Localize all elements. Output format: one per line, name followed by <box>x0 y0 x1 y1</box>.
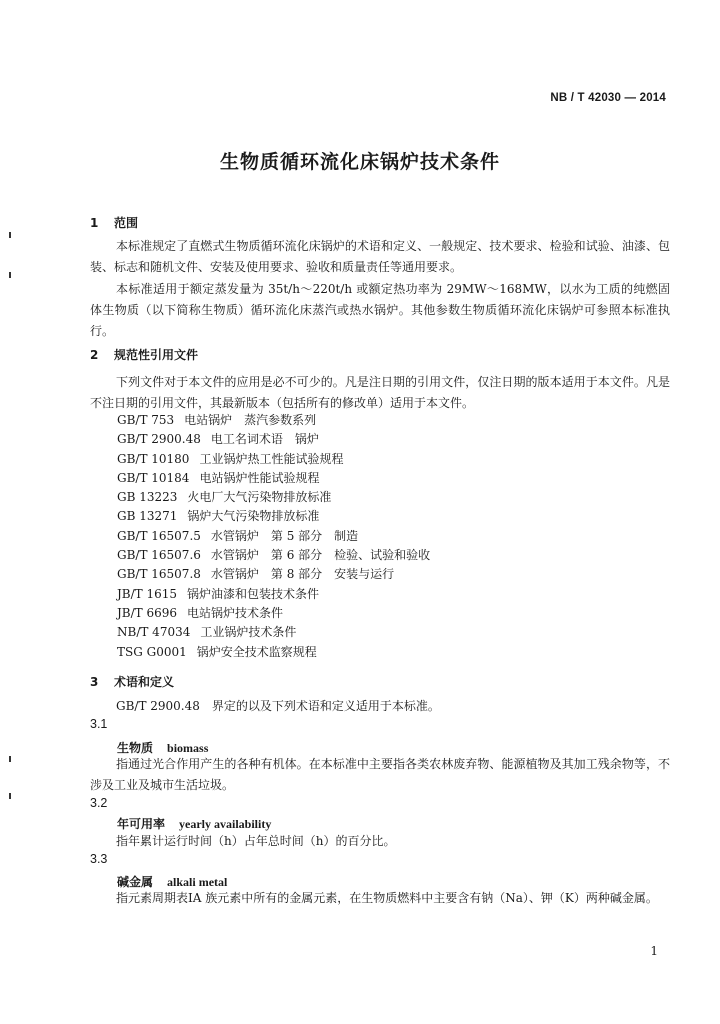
term-zh: 生物质 <box>117 741 154 755</box>
reference-code: JB/T 6696 <box>117 605 178 620</box>
reference-code: GB/T 16507.5 <box>117 528 201 543</box>
reference-item <box>117 643 430 662</box>
reference-item <box>117 450 430 469</box>
clause-number: 3.2 <box>90 796 108 810</box>
reference-list <box>117 411 430 662</box>
reference-code: GB/T 753 <box>117 413 175 427</box>
reference-code: NB/T 47034 <box>117 625 191 640</box>
term-definition: 指通过光合作用产生的各种有机体。在本标准中主要指各类农林废弃物、能源植物及其加工残余物等，不涉及工业及城市生活垃圾。 <box>90 757 670 792</box>
scope-paragraph-2: 本标准适用于额定蒸发量为 35t/h～220t/h 或额定热功率为 29MW～168MW，以水为工质的纯燃固体生物质（以下简称生物质）循环流化床蒸汽或热水锅炉。其他参数生物质循环流化床锅炉可参照本标准执行。 <box>90 282 670 338</box>
term-en: alkali metal <box>167 875 228 889</box>
reference-name: 水管锅炉 第 5 部分 制造 <box>210 528 359 543</box>
reference-item <box>117 546 430 565</box>
term-heading <box>117 815 271 832</box>
term-zh: 碱金属 <box>117 875 154 889</box>
section-title: 范围 <box>114 216 139 230</box>
section-number: 1 <box>90 216 99 230</box>
clause-number: 3.3 <box>90 852 108 866</box>
reference-code: TSG G0001 <box>117 644 187 659</box>
reference-name: 工业锅炉技术条件 <box>200 625 297 640</box>
reference-name: 电站锅炉性能试验规程 <box>199 470 320 485</box>
page-number: 1 <box>650 944 658 958</box>
standard-code: NB / T 42030 — 2014 <box>550 92 666 104</box>
section-number: 3 <box>90 675 99 689</box>
reference-code: GB/T 10180 <box>117 451 190 466</box>
reference-item <box>117 604 430 623</box>
reference-name: 电站锅炉 蒸汽参数系列 <box>184 413 317 427</box>
reference-name: 电工名词术语 锅炉 <box>210 432 319 447</box>
reference-code: GB/T 2900.48 <box>117 432 201 447</box>
reference-item <box>117 527 430 546</box>
section-3-heading <box>90 673 174 690</box>
reference-code: GB/T 16507.8 <box>117 567 201 582</box>
clause-number: 3.1 <box>90 717 108 731</box>
reference-item <box>117 411 430 430</box>
reference-item <box>117 469 430 488</box>
terms-intro: GB/T 2900.48 界定的以及下列术语和定义适用于本标准。 <box>116 699 440 713</box>
scan-mark <box>9 272 11 278</box>
term-en: yearly availability <box>179 817 272 831</box>
reference-name: 锅炉油漆和包装技术条件 <box>187 586 320 601</box>
reference-name: 火电厂大气污染物排放标准 <box>187 490 332 505</box>
reference-item <box>117 488 430 507</box>
section-1-heading <box>90 214 138 231</box>
reference-name: 工业锅炉热工性能试验规程 <box>199 451 344 466</box>
term-definition: 指元素周期表ⅠA 族元素中所有的金属元素，在生物质燃料中主要含有钠（Na）、钾（K）两种碱金属。 <box>116 891 658 905</box>
scan-mark <box>9 232 11 238</box>
reference-item <box>117 430 430 449</box>
reference-code: GB/T 10184 <box>117 470 190 485</box>
reference-name: 锅炉安全技术监察规程 <box>196 644 317 659</box>
reference-name: 锅炉大气污染物排放标准 <box>187 509 320 524</box>
reference-item <box>117 565 430 584</box>
references-intro: 下列文件对于本文件的应用是必不可少的。凡是注日期的引用文件，仅注日期的版本适用于本文件。凡是不注日期的引用文件，其最新版本（包括所有的修改单）适用于本文件。 <box>90 375 670 410</box>
reference-code: GB 13223 <box>117 490 178 505</box>
reference-item <box>117 623 430 642</box>
section-number: 2 <box>90 348 99 362</box>
reference-item <box>117 585 430 604</box>
reference-code: GB/T 16507.6 <box>117 548 201 563</box>
term-definition: 指年累计运行时间（h）占年总时间（h）的百分比。 <box>116 834 396 848</box>
section-title: 术语和定义 <box>114 675 175 689</box>
term-zh: 年可用率 <box>117 817 166 831</box>
reference-item <box>117 507 430 526</box>
reference-name: 电站锅炉技术条件 <box>187 605 284 620</box>
document-title: 生物质循环流化床锅炉技术条件 <box>219 151 500 173</box>
section-title: 规范性引用文件 <box>114 348 199 362</box>
reference-name: 水管锅炉 第 6 部分 检验、试验和验收 <box>210 548 431 563</box>
reference-code: JB/T 1615 <box>117 586 178 601</box>
term-en: biomass <box>167 741 209 755</box>
section-2-heading <box>90 346 198 363</box>
scope-paragraph-1: 本标准规定了直燃式生物质循环流化床锅炉的术语和定义、一般规定、技术要求、检验和试验、油漆、包装、标志和随机文件、安装及使用要求、验收和质量责任等通用要求。 <box>90 239 670 274</box>
reference-code: GB 13271 <box>117 509 178 524</box>
reference-name: 水管锅炉 第 8 部分 安装与运行 <box>210 567 395 582</box>
scan-mark <box>9 793 11 799</box>
scan-mark <box>9 756 11 762</box>
